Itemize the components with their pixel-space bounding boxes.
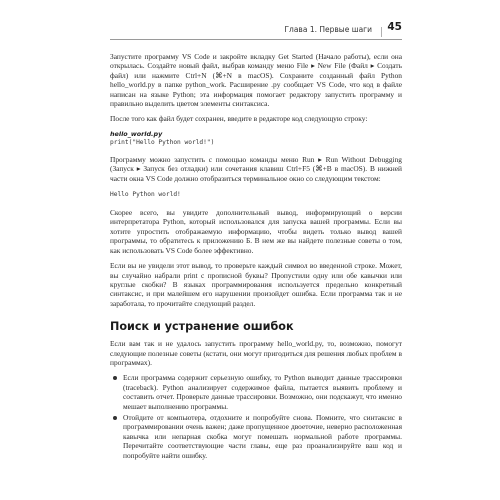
bullet-icon [113, 416, 117, 420]
running-header [110, 23, 402, 41]
paragraph-troubleshooting-intro: Если вам так и не удалось запустить программу hello_world.py, то, возможно, помогут следующие полезные советы (кстати, они могут пригодиться для решения любых проблем в программах). [110, 339, 402, 367]
terminal-output: Hello Python world! [110, 191, 181, 199]
bullet-icon [113, 376, 117, 380]
tips-list [110, 373, 402, 460]
header-separator [381, 27, 382, 37]
paragraph-create-file: Запустите программу VS Code и закройте вкладку Get Started (Начало работы), если она открылась. Создайте новый файл, выбрав команду меню File ▸ New File (Файл ▸ Создать файл) или нажмите Ctrl+N (⌘+N в macOS). Сохраните созданный файл Python hello_world.py в папке python_work. Расширение .py сообщает VS Code, что код в файле написан на языке Python; эта информация помогает редактору запустить программу и правильно выделить цветом элементы синтаксиса. [110, 52, 402, 109]
paragraph-run-program: Программу можно запустить с помощью команды меню Run ▸ Run Without Debugging (Запуск ▸ Запуск без отладки) или сочетания клавиш Ctrl+F5 (⌘+B в macOS). В нижней части окна VS Code должно отобразиться терминальное окно со следующим текстом: [110, 154, 402, 183]
list-item-text: Если программа содержит серьезную ошибку, то Python выводит данные трассировки (traceback). Python анализирует содержимое файла, пытается выявить проблему и составить отчет. Проверьте данные трассировки. Возможно, они подскажут, что именно мешает выполнению программы. [123, 373, 402, 411]
code-file-label: hello_world.py [110, 129, 163, 138]
list-item [110, 373, 402, 411]
page-body [110, 52, 402, 462]
list-item-text: Отойдите от компьютера, отдохните и попробуйте снова. Помните, что синтаксис в программировании очень важен; даже пропущенное двоеточие, неверно расположенная кавычка или непарная скобка могут помешать нормальной работе программы. Перечитайте соответствующие части главы, еще раз проанализируйте ваш код и попробуйте найти ошибку. [123, 412, 402, 460]
paragraph-extra-output: Скорее всего, вы увидите дополнительный вывод, информирующий о версии интерпретатора Python, который использовался для запуска вашей программы. Если вы хотите упростить отображаемую информацию, чтобы видеть только вывод вашей программы, то обратитесь к приложению Б. В нем же вы найдете полезные советы о том, как использовать VS Code более эффективно. [110, 208, 402, 255]
code-listing: print("Hello Python world!") [110, 138, 215, 146]
section-heading: Поиск и устранение ошибок [110, 320, 294, 334]
page-number: 45 [387, 21, 402, 33]
list-item [110, 413, 402, 460]
chapter-title: Глава 1. Первые шаги [284, 25, 372, 34]
paragraph-type-code: После того как файл будет сохранен, введите в редакторе код следующую строку: [110, 114, 368, 124]
paragraph-check-syntax: Если вы не увидели этот вывод, то проверьте каждый символ во введенной строке. Может, вы случайно набрали print с прописной буквы? Пропустили одну или обе кавычки или круглые скобки? В языках программирования используется предельно конкретный синтаксис, и при малейшем его нарушении произойдет ошибка. Если программа так и не заработала, то прочитайте следующий раздел. [110, 261, 402, 308]
header-rule [110, 39, 402, 40]
